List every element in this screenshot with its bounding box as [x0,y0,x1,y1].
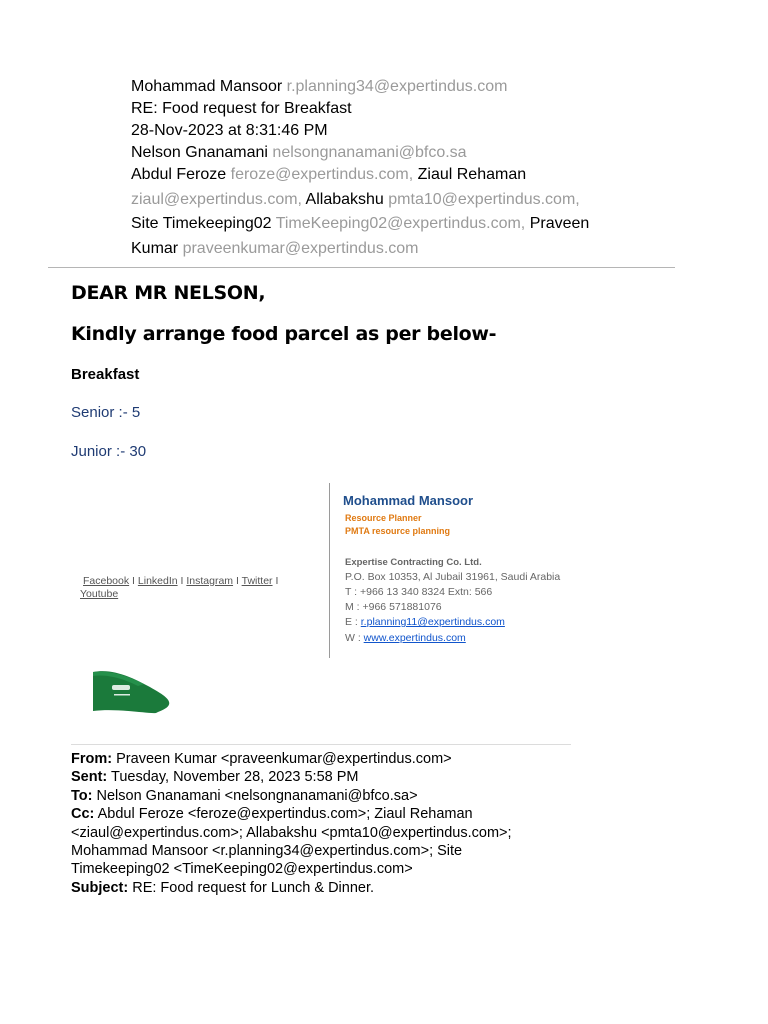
from-name: Mohammad Mansoor [131,78,283,95]
signature-phone: T : +966 13 340 8324 Extn: 566 [345,586,493,598]
forwarded-header [71,750,551,897]
instagram-link[interactable]: Instagram [186,575,234,587]
fwd-to-label: To: [71,787,93,804]
link-separator: I [275,575,279,587]
fwd-cc-cont: Mohammad Mansoor <r.planning34@expertindus.com>; Site [71,843,463,860]
link-separator: I [235,575,239,587]
signature-dept: PMTA resource planning [345,526,451,536]
cc-name: Kumar [131,240,179,257]
email-prefix: E : [345,616,361,628]
cc-email[interactable]: feroze@expertindus.com, [230,166,414,183]
signature-name: Mohammad Mansoor [343,493,474,508]
saudi-flag-icon [88,664,200,720]
fwd-cc-cont: <ziaul@expertindus.com>; Allabakshu <pmta10@expertindus.com>; [71,824,512,841]
twitter-link[interactable]: Twitter [241,575,273,587]
signature-web-line [345,632,466,644]
fwd-sent: Tuesday, November 28, 2023 5:58 PM [111,769,359,786]
fwd-from-label: From: [71,751,113,767]
signature-address: P.O. Box 10353, Al Jubail 31961, Saudi Arabia [345,571,561,583]
fwd-cc: Abdul Feroze <feroze@expertindus.com>; Ziaul Rehaman [97,806,473,823]
signature-company: Expertise Contracting Co. Ltd. [345,557,482,568]
cc-name: Praveen [529,215,590,232]
cc-email[interactable]: praveenkumar@expertindus.com [182,240,419,257]
signature-mobile: M : +966 571881076 [345,601,442,613]
cc-email[interactable]: pmta10@expertindus.com, [388,191,580,208]
fwd-cc-label: Cc: [71,806,95,823]
fwd-from: Praveen Kumar <praveenkumar@expertindus.com> [116,751,452,767]
meal-heading: Breakfast [71,366,140,383]
cc-email[interactable]: TimeKeeping02@expertindus.com, [275,215,526,232]
social-links [80,575,312,601]
linkedin-link[interactable]: LinkedIn [137,575,178,587]
link-separator: I [132,575,135,587]
date-value: 28-Nov-2023 at 8:31:46 PM [131,122,328,139]
signature-divider [329,483,330,658]
to-name: Nelson Gnanamani [131,144,268,161]
fwd-sent-label: Sent: [71,769,108,786]
request-line: Kindly arrange food parcel as per below- [71,323,497,345]
senior-count: Senior :- 5 [71,404,141,421]
youtube-link[interactable]: Youtube [80,588,119,600]
cc-name: Site Timekeeping02 [131,215,272,232]
signature-web-link[interactable]: www.expertindus.com [363,632,466,644]
signature-email-link[interactable]: r.planning11@expertindus.com [360,616,505,628]
link-separator: I [180,575,184,587]
fwd-cc-cont: Timekeeping02 <TimeKeeping02@expertindus.com> [71,861,413,878]
cc-name: Abdul Feroze [131,166,227,183]
forwarded-divider [71,744,571,745]
to-email[interactable]: nelsongnanamani@bfco.sa [272,144,467,161]
cc-name: Ziaul Rehaman [417,166,527,183]
fwd-subject-label: Subject: [71,879,129,896]
facebook-link[interactable]: Facebook [83,575,130,587]
fwd-to: Nelson Gnanamani <nelsongnanamani@bfco.sa> [96,787,418,804]
header-divider [48,267,675,268]
web-prefix: W : [345,632,364,644]
fwd-subject: RE: Food request for Lunch & Dinner. [132,879,375,896]
cc-email[interactable]: ziaul@expertindus.com, [131,191,302,208]
from-email[interactable]: r.planning34@expertindus.com [286,78,508,95]
greeting: DEAR MR NELSON, [71,282,266,304]
junior-count: Junior :- 30 [71,443,147,460]
signature-email-line [345,616,505,628]
cc-name: Allabakshu [305,191,384,208]
subject-value: RE: Food request for Breakfast [131,100,352,117]
signature-role: Resource Planner [345,513,422,523]
